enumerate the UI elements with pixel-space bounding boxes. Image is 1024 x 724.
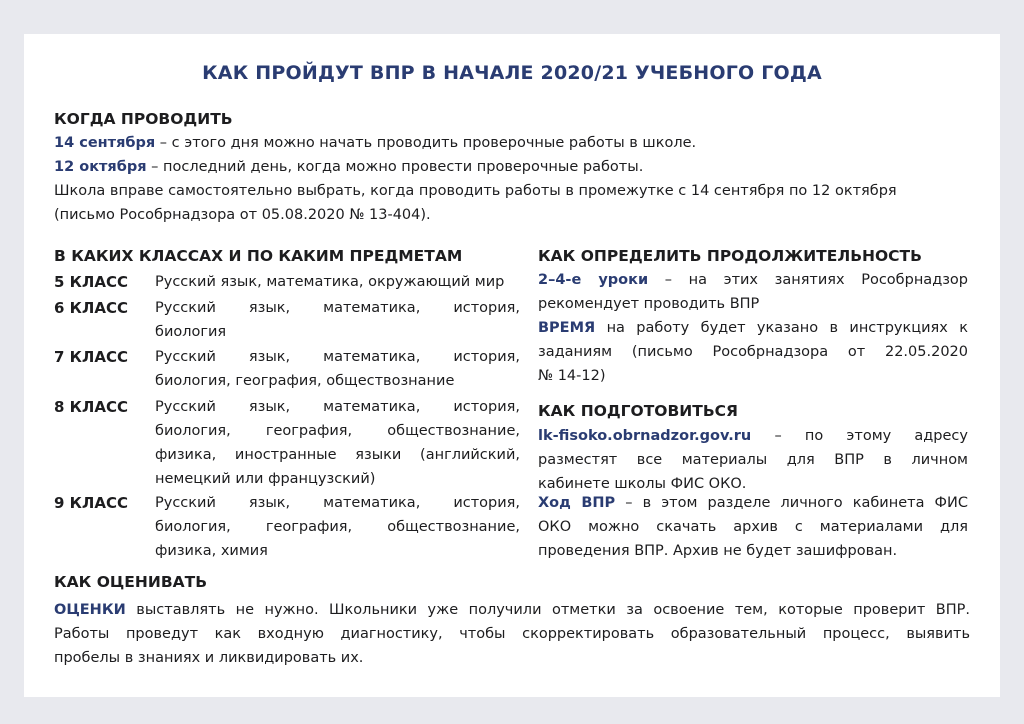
lessons-highlight: 2–4-е уроки (538, 272, 649, 288)
grade-9-subjects: Русский язык, математика, история, биология, география, обществознание, физика, химия (155, 495, 520, 559)
grade-5-subjects: Русский язык, математика, окружающий мир (155, 274, 505, 290)
grade-5-label: 5 КЛАСС (54, 273, 129, 291)
grade-7-label: 7 КЛАСС (54, 348, 129, 366)
grade-6-label: 6 КЛАСС (54, 299, 129, 317)
duration-time: ВРЕМЯ на работу будет указано в инструкциях к заданиям (письмо Рособрнадзора от 22.05.2020 № 14-12) (538, 320, 968, 384)
start-date-text: – с этого дня можно начать проводить проверочные работы в школе. (155, 135, 697, 151)
grade-8-subjects: Русский язык, математика, история, биология, география, обществознание, физика, иностранные языки (английский, немецкий или французский) (155, 399, 520, 487)
assess-heading: КАК ОЦЕНИВАТЬ (54, 573, 208, 591)
when-heading: КОГДА ПРОВОДИТЬ (54, 110, 233, 128)
duration-lessons: 2–4-е уроки – на этих занятиях Рособрнадзор рекомендует проводить ВПР (538, 272, 969, 312)
page-title: КАК ПРОЙДУТ ВПР В НАЧАЛЕ 2020/21 УЧЕБНОГО ГОДА (202, 62, 822, 84)
when-note-line1: Школа вправе самостоятельно выбрать, когда проводить работы в промежутке с 14 сентября по 12 октября (54, 183, 897, 199)
grade-6-subjects: Русский язык, математика, история, биология (155, 300, 520, 340)
site-link[interactable]: lk-fisoko.obrnadzor.gov.ru (538, 428, 752, 444)
prepare-heading: КАК ПОДГОТОВИТЬСЯ (538, 402, 738, 420)
time-highlight: ВРЕМЯ (538, 320, 596, 336)
start-date: 14 сентября (54, 135, 156, 151)
start-date-line (54, 134, 696, 152)
when-note-line2: (письмо Рособрнадзора от 05.08.2020 № 13-404). (54, 207, 431, 223)
grades-heading: В КАКИХ КЛАССАХ И ПО КАКИМ ПРЕДМЕТАМ (54, 247, 463, 265)
end-date: 12 октября (54, 159, 147, 175)
end-date-text: – последний день, когда можно провести проверочные работы. (146, 159, 644, 175)
end-date-line (54, 158, 643, 176)
duration-heading: КАК ОПРЕДЕЛИТЬ ПРОДОЛЖИТЕЛЬНОСТЬ (538, 247, 922, 265)
assess-text: ОЦЕНКИ выставлять не нужно. Школьники уже получили отметки за освоение тем, которые проверит ВПР. Работы проведут как входную диагностику, чтобы скорректировать образовательный процесс, выявить пробелы в знаниях и ликвидировать их. (54, 602, 970, 666)
grade-9-label: 9 КЛАСС (54, 494, 129, 512)
info-card (24, 34, 1000, 697)
prepare-site: lk-fisoko.obrnadzor.gov.ru – по этому адресу разместят все материалы для ВПР в личном кабинете школы ФИС ОКО. (538, 428, 968, 492)
prepare-progress: Ход ВПР – в этом разделе личного кабинета ФИС ОКО можно скачать архив с материалами для проведения ВПР. Архив не будет зашифрован. (538, 495, 968, 559)
grade-8-label: 8 КЛАСС (54, 398, 129, 416)
grade-7-subjects: Русский язык, математика, история, биология, география, обществознание (155, 349, 520, 389)
grades-highlight: ОЦЕНКИ (54, 602, 126, 618)
progress-highlight: Ход ВПР (538, 495, 616, 511)
